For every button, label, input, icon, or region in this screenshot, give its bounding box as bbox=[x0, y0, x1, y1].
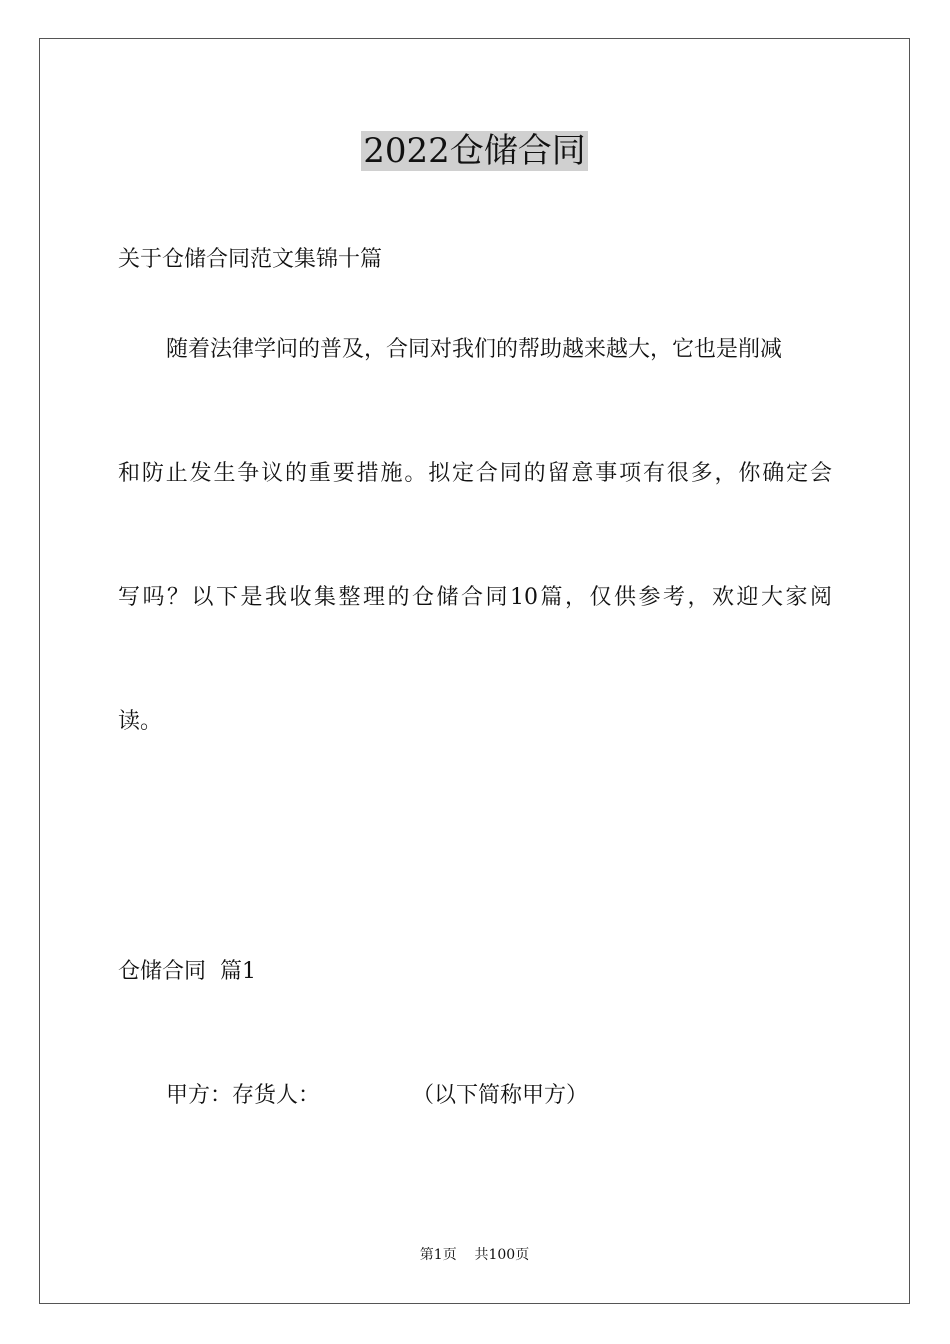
intro-line-2: 和防止发生争议的重要措施。拟定合同的留意事项有很多，你确定会 bbox=[118, 461, 832, 486]
document-subtitle: 关于仓储合同范文集锦十篇 bbox=[118, 247, 383, 272]
party-a-line bbox=[166, 1081, 588, 1111]
party-a-label: 甲方：存货人： bbox=[166, 1083, 321, 1108]
intro-line-1: 随着法律学问的普及，合同对我们的帮助越来越大，它也是削减 bbox=[166, 337, 783, 362]
intro-line-4: 读。 bbox=[118, 709, 163, 734]
section-heading: 仓储合同 篇1 bbox=[118, 959, 256, 984]
document-title bbox=[40, 129, 909, 173]
intro-line-3: 写吗？以下是我收集整理的仓储合同10篇，仅供参考，欢迎大家阅 bbox=[118, 585, 832, 610]
party-a-note: （以下简称甲方） bbox=[412, 1083, 589, 1108]
page-footer: 第1页 共100页 bbox=[419, 1247, 530, 1263]
document-page bbox=[39, 38, 910, 1304]
document-title-text: 2022仓储合同 bbox=[363, 131, 586, 171]
